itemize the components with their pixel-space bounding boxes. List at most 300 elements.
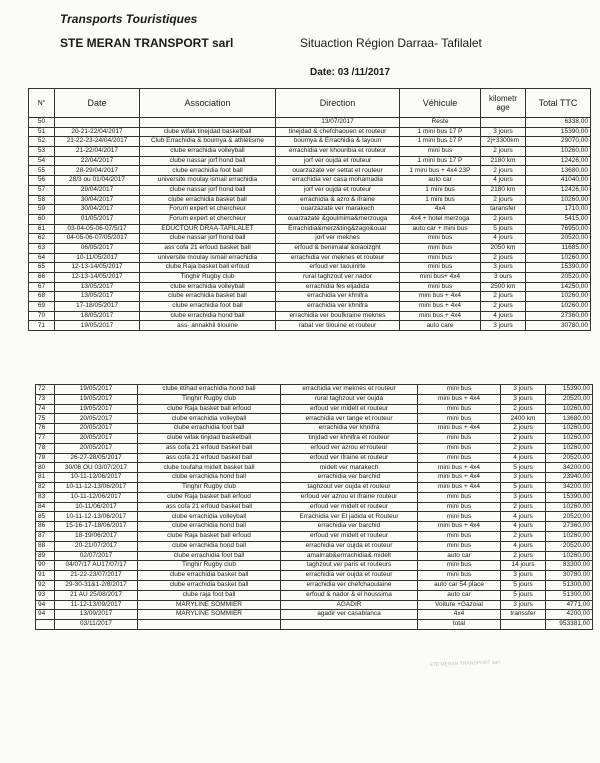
table-cell: 58 (29, 195, 55, 205)
table-cell: 13680,00 (546, 414, 593, 424)
table-cell: 62 (29, 234, 55, 244)
table-cell: 51300,00 (546, 580, 593, 590)
table-cell: 10260,00 (526, 292, 591, 302)
table-cell: 1 mini bus 17 P (400, 156, 481, 166)
table-cell: erfoud ver taouirirte (276, 263, 400, 273)
table-cell: mini bus (418, 404, 501, 414)
table-cell: ass cofa 21 erfoud basket ball (138, 453, 281, 463)
table-cell: 28-29/04/2017 (55, 166, 140, 176)
table-cell (481, 118, 526, 128)
table-cell: 73 (36, 394, 55, 404)
table-row (36, 512, 593, 522)
table-cell: 41040,00 (526, 176, 591, 186)
table-cell: 20520,00 (546, 453, 593, 463)
table-cell: 10-11-12-13/06/2017 (55, 482, 138, 492)
table-row (36, 541, 593, 551)
table-cell: 30780,00 (546, 571, 593, 581)
table-cell: 80 (36, 463, 55, 473)
table-cell: clube errachidia hond ball (138, 522, 281, 532)
table-cell: ouarzazate ver settat et routeur (276, 166, 400, 176)
table-cell: clube errachidia basket ball (140, 195, 276, 205)
table-cell: clube errachidia basket ball (140, 292, 276, 302)
table-cell (140, 118, 276, 128)
table-cell: clube nassar jorf hond ball (140, 234, 276, 244)
table-row (36, 571, 593, 581)
table-cell: ouarzazate ver marakech (276, 205, 400, 215)
table-cell: 27360,00 (526, 311, 591, 321)
table-row (36, 463, 593, 473)
table-cell: clube errachidia volleyball (140, 147, 276, 157)
table-cell: 20520,00 (546, 541, 593, 551)
col-date: Date (55, 89, 140, 118)
table-cell: 3 jours (501, 571, 546, 581)
table-cell: Tinghir Rugby club (138, 482, 281, 492)
table-cell: 89 (36, 551, 55, 561)
table-cell: mini bus + 4x4 (400, 292, 481, 302)
table-cell: 10260,00 (546, 502, 593, 512)
table-cell: 14 jours (501, 561, 546, 571)
table-cell: errachidia ver tange et routeur (281, 414, 418, 424)
table-cell: Errachidia&merz&ting&zago&ouar (276, 224, 400, 234)
table-cell: 2180 km (481, 156, 526, 166)
table-cell: 2 jours (481, 195, 526, 205)
table-cell: 20-21-22/04/2017 (55, 127, 140, 137)
table-row (29, 224, 591, 234)
table-row (29, 127, 591, 137)
company-stamp (429, 658, 546, 707)
table-cell: 1 mini bus 17 P (400, 137, 481, 147)
table-cell: 3 jours (481, 263, 526, 273)
table-cell: 30/06 OU 03/07/2017 (55, 463, 138, 473)
table-cell: Voiture +Gazoial (418, 600, 501, 610)
table-cell: Forum expert et chercheur (140, 214, 276, 224)
table-cell: 3 jours (501, 394, 546, 404)
table-cell: Forum expert et chercheur (140, 205, 276, 215)
table-cell: 81 (36, 473, 55, 483)
table-cell: 63 (29, 243, 55, 253)
table-cell: 57 (29, 185, 55, 195)
table-cell: clube errachidia basket ball (138, 580, 281, 590)
table-cell: 10260,00 (526, 147, 591, 157)
table-cell: 4771,00 (546, 600, 593, 610)
table-cell: clube Raja basket ball erfoud (140, 263, 276, 273)
table-cell: mini bus (400, 253, 481, 263)
table-cell: 18-19/06/2017 (55, 531, 138, 541)
table-row (36, 590, 593, 600)
table-cell: 14250,00 (526, 282, 591, 292)
table-cell: rural taghzout ver nador (276, 273, 400, 283)
table-cell (36, 620, 55, 630)
table-cell: 10260,00 (546, 443, 593, 453)
table-cell: Errachidia ver El jadida et Routeur (281, 512, 418, 522)
table-cell: 5 jours (501, 590, 546, 600)
table-cell: auto car + mini bus (400, 224, 481, 234)
table-cell: 5 jours (481, 224, 526, 234)
table-cell: 02/07/2017 (55, 551, 138, 561)
table-cell: erfoud ver midelt et routeur (281, 404, 418, 414)
table-cell: 04-05-06-07/05/2017 (55, 234, 140, 244)
table-row (29, 195, 591, 205)
table-cell: 70 (29, 311, 55, 321)
table-cell: 3 jours (481, 127, 526, 137)
table-cell: 76950,00 (526, 224, 591, 234)
table-cell: clube errachidia basket ball (138, 571, 281, 581)
table-cell: 2 jours (501, 433, 546, 443)
table-row (29, 234, 591, 244)
table-cell: 59 (29, 205, 55, 215)
table-cell: clube errachidia foot ball (138, 551, 281, 561)
table-cell: 79 (36, 453, 55, 463)
table-cell: 2 jours (481, 214, 526, 224)
table-cell: midelt ver marakech (281, 463, 418, 473)
table-cell: universite moulay ismail errachidia (140, 176, 276, 186)
table-cell: 3 jours (501, 385, 546, 395)
col-kilometrage: kilometr age (481, 89, 526, 118)
transport-table-2 (35, 384, 593, 630)
table-cell: auto car (418, 551, 501, 561)
table-cell: 6338,00 (526, 118, 591, 128)
table-cell: 56 (29, 176, 55, 186)
table-cell: auto care (400, 321, 481, 331)
table-row (29, 205, 591, 215)
table-cell: 20520,00 (546, 512, 593, 522)
table-cell: errachidia ver khnifra (276, 292, 400, 302)
table-cell: erfoud & benimalal &oiaoizght (276, 243, 400, 253)
table-cell: 2 jours (481, 253, 526, 263)
table-cell: clube Raja basket ball erfoud (138, 404, 281, 414)
table-cell: agadir ver casablanca (281, 610, 418, 620)
table-cell: 20-21/07/2017 (55, 541, 138, 551)
table-cell: 20/05/2017 (55, 414, 138, 424)
table-cell: 94 (36, 610, 55, 620)
table-cell: 10-11-12/06/2017 (55, 492, 138, 502)
table-cell: 15390,00 (546, 385, 593, 395)
table-cell: 3 jours (501, 492, 546, 502)
table-cell: Reste (400, 118, 481, 128)
table-cell: 2 jours (501, 502, 546, 512)
table-cell: 50 (29, 118, 55, 128)
table-cell: 30/04/2017 (55, 195, 140, 205)
table-cell: erfoud ver midelt et routeur (281, 531, 418, 541)
company-sarl: STE MERAN TRANSPORT sarl (60, 36, 234, 50)
table-cell: 4x4 (400, 205, 481, 215)
table-cell: erfoud & nador & el houssima (281, 590, 418, 600)
table-cell: tinjdad ver khnifra et routeur (281, 433, 418, 443)
table-cell: AGADIR (281, 600, 418, 610)
table-cell: errachidia ver meknes et routeur (281, 385, 418, 395)
table-cell: 953381,00 (546, 620, 593, 630)
table-cell: 5 jours (501, 463, 546, 473)
table-cell: 13680,00 (526, 166, 591, 176)
table-cell: 1 mini bus (400, 185, 481, 195)
table-cell: 29/04/2017 (55, 185, 140, 195)
table-cell: 2500 km (481, 282, 526, 292)
table-cell: clube wifak tinejdad basketball (140, 127, 276, 137)
table-cell: 1 mini bus 17 P (400, 127, 481, 137)
table-cell: ass cofa 21 erfoud basket ball (138, 443, 281, 453)
table-cell: mini bus (418, 433, 501, 443)
table-cell (281, 620, 418, 630)
table-cell: mini bus + 4x4 (418, 463, 501, 473)
table-cell: 93 (36, 590, 55, 600)
table-cell: 13/07/2017 (276, 118, 400, 128)
table-row (36, 561, 593, 571)
table-cell: 26-27-28/05/2017 (55, 453, 138, 463)
table-cell: Tinghir Rugby club (138, 561, 281, 571)
table-cell: 5415,00 (526, 214, 591, 224)
table-cell: 10-11-12/06/2017 (55, 473, 138, 483)
table-cell: 4 jours (501, 522, 546, 532)
table-row (29, 311, 591, 321)
table-cell: 90 (36, 561, 55, 571)
table-cell: 83300,00 (546, 561, 593, 571)
table-cell: clube Raja basket ball erfoud (138, 531, 281, 541)
table-cell: mini bus (400, 282, 481, 292)
table-cell: rural taghzout ver oujda (281, 394, 418, 404)
col-total: Total TTC (526, 89, 591, 118)
table-cell: 30780,00 (526, 321, 591, 331)
table-cell: 21-22-23-24/04/2017 (55, 137, 140, 147)
table-cell: 87 (36, 531, 55, 541)
table-cell: 78 (36, 443, 55, 453)
table-cell: 2j+3300km (481, 137, 526, 147)
table-cell: mini bus (418, 571, 501, 581)
table-cell: erfoud ver ifraine et routeur (281, 453, 418, 463)
table-row (29, 302, 591, 312)
table-cell: 61 (29, 224, 55, 234)
table-cell: 91 (36, 571, 55, 581)
table-cell: mini bus (418, 561, 501, 571)
report-date: Date: 03 /11/2017 (310, 67, 391, 78)
table-cell: 51 (29, 127, 55, 137)
table-cell: errachidia ver chefchaoulaine (281, 580, 418, 590)
table-cell: 27360,00 (546, 522, 593, 532)
table-row (29, 282, 591, 292)
table-cell: mini bus (418, 502, 501, 512)
table-header-row (29, 89, 591, 118)
table-cell: 29070,00 (526, 137, 591, 147)
table-cell: errachidia & azro & ifraine (276, 195, 400, 205)
table-cell: 12426,00 (526, 185, 591, 195)
table-cell: auto car (400, 176, 481, 186)
table-cell: 3 jours (501, 473, 546, 483)
table-cell: erfoud ver azrou et ifraine routeur (281, 492, 418, 502)
table-cell: 29-30-31&1-2/8/2017 (55, 580, 138, 590)
table-cell: mini bus (418, 443, 501, 453)
col-number: N° (29, 89, 55, 118)
table-cell: Club Errachidia & boumya & athlétisme (140, 137, 276, 147)
col-association: Association (140, 89, 276, 118)
table-row (29, 147, 591, 157)
table-cell: errachidia ver boufkraine meknes (276, 311, 400, 321)
table-cell: 10260,00 (546, 404, 593, 414)
table-cell: mini bus + 4x4 (400, 302, 481, 312)
table-cell: clube errachidia volleyball (138, 414, 281, 424)
table-cell: errachidia ver khnifra (276, 302, 400, 312)
table-cell: 11685,00 (526, 243, 591, 253)
table-cell: 10260,00 (526, 195, 591, 205)
table-row (29, 166, 591, 176)
table-cell: 4x4 + hotel merzoga (400, 214, 481, 224)
table-cell: clube errachidia volleyball (138, 512, 281, 522)
table-cell: mini bus + 4x4 (400, 311, 481, 321)
col-vehicle: Véhicule (400, 89, 481, 118)
table-cell: clube errachidia foot ball (138, 424, 281, 434)
table-cell: 10-11/05/2017 (55, 253, 140, 263)
table-cell: 10260,00 (526, 302, 591, 312)
table-cell: taghzout ver paris et routeurs (281, 561, 418, 571)
table-cell: 21-22-23/07/2017 (55, 571, 138, 581)
table-cell: 2 jours (501, 404, 546, 414)
table-cell: 03-04-05-06-07/5/17 (55, 224, 140, 234)
table-cell (501, 620, 546, 630)
table-cell: 06/05/2017 (55, 243, 140, 253)
table-cell: errachidia ver barchid (281, 522, 418, 532)
table-row (36, 443, 593, 453)
table-cell: 3 jours (481, 321, 526, 331)
table-cell: 83 (36, 492, 55, 502)
table-cell: 20520,00 (546, 394, 593, 404)
table-cell: amalrrab&errrachidia& midelt (281, 551, 418, 561)
table-cell: mini bus (418, 541, 501, 551)
table-cell: mini bus (400, 147, 481, 157)
table-row (36, 522, 593, 532)
table-cell: 2 jours (501, 531, 546, 541)
table-cell: 30/04/2017 (55, 205, 140, 215)
table-cell: mini bus (418, 453, 501, 463)
table-cell: mini bus (400, 234, 481, 244)
table-cell: 66 (29, 273, 55, 283)
table-cell: errachidia ver casa mohamadia (276, 176, 400, 186)
table-row (36, 394, 593, 404)
table-cell: 4x4 (418, 610, 501, 620)
table-cell: 94 (36, 600, 55, 610)
table-cell: 20/05/2017 (55, 443, 138, 453)
table-cell: clube errachidia hond ball (140, 311, 276, 321)
table-cell: 65 (29, 263, 55, 273)
table-cell: mini bus (418, 531, 501, 541)
table-cell: clube toufaha midelt basket ball (138, 463, 281, 473)
table-cell: 2 jours (501, 443, 546, 453)
table-cell: mini bus+ 4x4 (400, 273, 481, 283)
table-cell: 51300,00 (546, 590, 593, 600)
table-cell: 28/3 ou 01/04/2017 (55, 176, 140, 186)
table-cell: 4 jours (501, 541, 546, 551)
table-cell: 77 (36, 433, 55, 443)
table-cell: 34200,00 (546, 482, 593, 492)
table-cell: 4 jours (501, 512, 546, 522)
table-cell: mini bus (418, 414, 501, 424)
table-cell: 03/11/2017 (55, 620, 138, 630)
table-cell: 71 (29, 321, 55, 331)
table-cell: 10260,00 (526, 253, 591, 263)
table-cell: ass cofa 21 erfoud basket ball (138, 502, 281, 512)
table-cell: 67 (29, 282, 55, 292)
table-cell: 1 mini bus (400, 195, 481, 205)
table-cell: 92 (36, 580, 55, 590)
table-cell: 10260,00 (546, 433, 593, 443)
table-cell: 75 (36, 414, 55, 424)
table-row (36, 482, 593, 492)
table-cell: ouarzazate &goulmima&merzouga (276, 214, 400, 224)
table-cell: 68 (29, 292, 55, 302)
table-cell: universite moulay ismail errachidia (140, 253, 276, 263)
table-row (36, 404, 593, 414)
table-cell: 64 (29, 253, 55, 263)
table-cell: 85 (36, 512, 55, 522)
table-row (36, 385, 593, 395)
table-cell: errachidia ver khouribia et routeur (276, 147, 400, 157)
table-cell: EDUCTOUR DRAA-TAFILALET (140, 224, 276, 234)
table-cell: 21 AU 25/08/2017 (55, 590, 138, 600)
table-cell: Tinghir Rugby club (138, 394, 281, 404)
table-cell: boumya & Errachidia & layoun (276, 137, 400, 147)
table-row (29, 253, 591, 263)
table-cell: 20/05/2017 (55, 424, 138, 434)
table-cell: 82 (36, 482, 55, 492)
table-cell: 22/04/2017 (55, 156, 140, 166)
table-cell: 10260,00 (546, 551, 593, 561)
table-cell: 60 (29, 214, 55, 224)
table-cell: jorf ver oujda et routeur (276, 185, 400, 195)
table-cell: 2400 km (501, 414, 546, 424)
table-cell: MARYLINE SOMMIER (138, 600, 281, 610)
table-cell: 12-13-14/05/2017 (55, 273, 140, 283)
table-cell: 54 (29, 156, 55, 166)
table-cell: mini bus + 4x4 (418, 522, 501, 532)
table-cell: 15390,00 (526, 263, 591, 273)
table-cell: 04/07/17 AU17/07/17 (55, 561, 138, 571)
table-cell: 21-22/04/2017 (55, 147, 140, 157)
table-cell: clube errachidia volleyball (140, 282, 276, 292)
table-row (36, 502, 593, 512)
table-cell: 10-11/06/2017 (55, 502, 138, 512)
table-cell: 2 jours (481, 302, 526, 312)
table-cell: errachidia ver barchid (281, 473, 418, 483)
table-cell: errachidia ver khnifra (281, 424, 418, 434)
table-cell: transsfer (501, 610, 546, 620)
table-cell: clube nassar jorf hond ball (140, 156, 276, 166)
table-cell: errachidia ver meknes et routeur (276, 253, 400, 263)
table-row (29, 243, 591, 253)
table-cell: tinejdad & chefchaouen et routeur (276, 127, 400, 137)
table-cell: ass- annakhil tilouine (140, 321, 276, 331)
table-cell: 18/05/2017 (55, 311, 140, 321)
table-row (36, 580, 593, 590)
table-cell: 76 (36, 424, 55, 434)
table-row (29, 176, 591, 186)
table-cell: 01/05/2017 (55, 214, 140, 224)
table-cell: 52 (29, 137, 55, 147)
table-cell: clube nassar jorf hond ball (140, 185, 276, 195)
table-row (36, 453, 593, 463)
table-cell: 2180 km (481, 185, 526, 195)
table-cell: errachidia fes eljadida (276, 282, 400, 292)
table-cell: jorf ver oujda et routeur (276, 156, 400, 166)
table-cell: 10-11-12-13/06/2017 (55, 512, 138, 522)
table-cell: 4 jours (481, 311, 526, 321)
table-cell: 20/05/2017 (55, 433, 138, 443)
table-cell: auto car (418, 590, 501, 600)
table-cell: 72 (36, 385, 55, 395)
table-row (29, 263, 591, 273)
table-cell: 17-18/05/2017 (55, 302, 140, 312)
table-cell: 2 jours (481, 292, 526, 302)
table-cell: 4200,00 (546, 610, 593, 620)
table-cell: errachidia ver oujda et routeur (281, 541, 418, 551)
table-cell: 4 jours (481, 234, 526, 244)
table-cell: erfoud ver midelt et routeur (281, 502, 418, 512)
